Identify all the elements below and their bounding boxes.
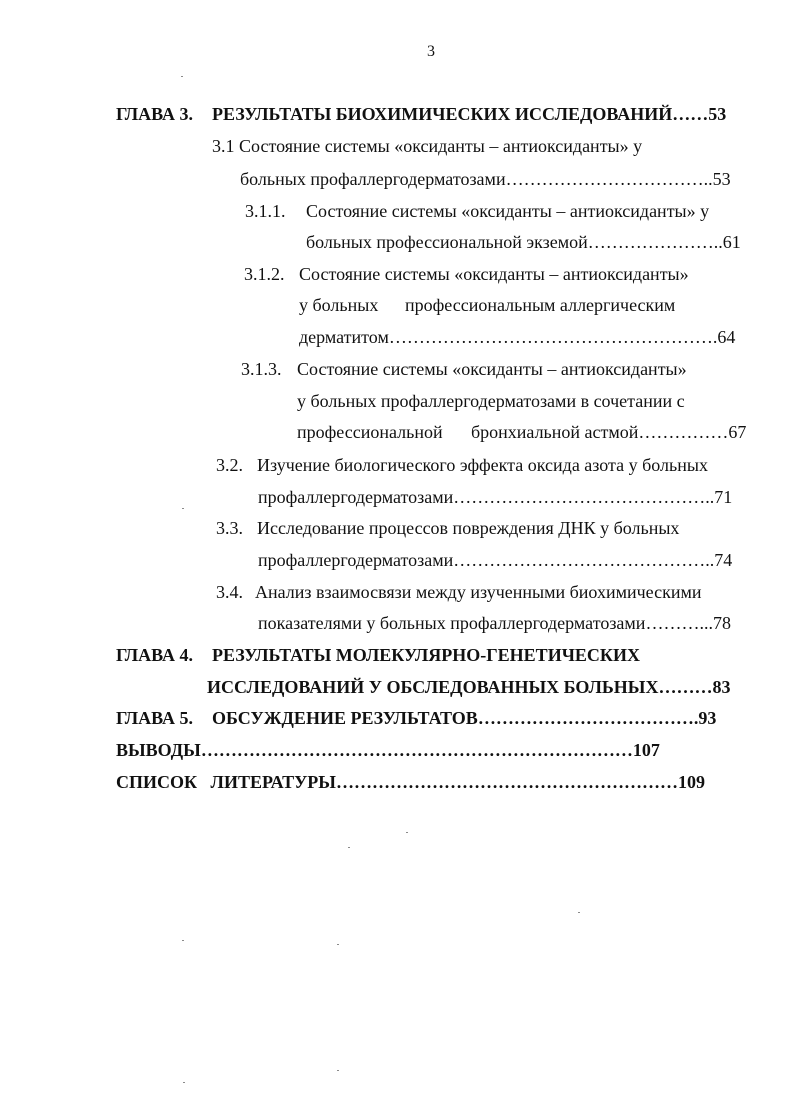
toc-references: СПИСОК ЛИТЕРАТУРЫ…………………………………………………109 [116,772,705,792]
toc-section-3-1-3-line3a: профессиональной [297,422,443,442]
scan-speck [181,76,183,77]
toc-section-3-1-1-line2: больных профессиональной экземой…………………..61 [306,232,741,252]
toc-section-3-1-3-line1: Состояние системы «оксиданты – антиоксиданты» [297,359,687,379]
toc-section-3-1-2-line3: дерматитом……………………………………………….64 [299,327,736,347]
scan-speck [182,508,184,509]
toc-section-3-1-2-line2b: профессиональным аллергическим [405,295,676,315]
scan-speck [337,944,339,945]
toc-section-3-2-line1: Изучение биологического эффекта оксида азота у больных [257,455,708,475]
scan-speck [337,1070,339,1071]
toc-chapter-4-label: ГЛАВА 4. [116,645,194,665]
toc-section-3-3-number: 3.3. [216,518,243,538]
toc-section-3-4-line1: Анализ взаимосвязи между изученными биохимическими [255,582,702,602]
scan-speck [348,847,350,848]
toc-section-3-4-line2: показателями у больных профаллергодерматозами………...78 [258,613,731,633]
scan-speck [406,832,408,833]
toc-section-3-1-3-line2: у больных профаллергодерматозами в сочетании с [297,391,685,411]
toc-chapter-3-title: РЕЗУЛЬТАТЫ БИОХИМИЧЕСКИХ ИССЛЕДОВАНИЙ……53 [212,104,727,124]
toc-section-3-1-2-line1: Состояние системы «оксиданты – антиоксиданты» [299,264,689,284]
scan-speck [578,912,580,913]
toc-chapter-5-title: ОБСУЖДЕНИЕ РЕЗУЛЬТАТОВ……………………………….93 [212,708,717,728]
toc-section-3-2-line2: профаллергодерматозами……………………………………..71 [258,487,733,507]
toc-chapter-4-line2: ИССЛЕДОВАНИЙ У ОБСЛЕДОВАННЫХ БОЛЬНЫХ………83 [207,677,731,697]
toc-section-3-3-line2: профаллергодерматозами……………………………………..74 [258,550,733,570]
toc-section-3-1-1-number: 3.1.1. [245,201,286,221]
toc-section-3-1-line1: 3.1 Состояние системы «оксиданты – антиоксиданты» у [212,136,643,156]
toc-section-3-1-2-number: 3.1.2. [244,264,285,284]
toc-chapter-3-label: ГЛАВА 3. [116,104,194,124]
toc-chapter-5-label: ГЛАВА 5. [116,708,194,728]
toc-section-3-1-line2: больных профаллергодерматозами……………………………..53 [240,169,731,189]
toc-section-3-1-1-line1: Состояние системы «оксиданты – антиоксиданты» у [306,201,710,221]
toc-section-3-4-number: 3.4. [216,582,243,602]
scan-speck [182,940,184,941]
toc-conclusions: ВЫВОДЫ………………………………………………………………107 [116,740,660,760]
toc-section-3-1-3-number: 3.1.3. [241,359,282,379]
toc-section-3-1-3-line3b: бронхиальной астмой……………67 [471,422,747,442]
toc-section-3-1-2-line2a: у больных [299,295,379,315]
toc-chapter-4-line1: РЕЗУЛЬТАТЫ МОЛЕКУЛЯРНО-ГЕНЕТИЧЕСКИХ [212,645,640,665]
toc-section-3-3-line1: Исследование процессов повреждения ДНК у больных [257,518,680,538]
scan-speck [183,1082,185,1083]
toc-section-3-2-number: 3.2. [216,455,243,475]
page-number: 3 [427,43,435,60]
